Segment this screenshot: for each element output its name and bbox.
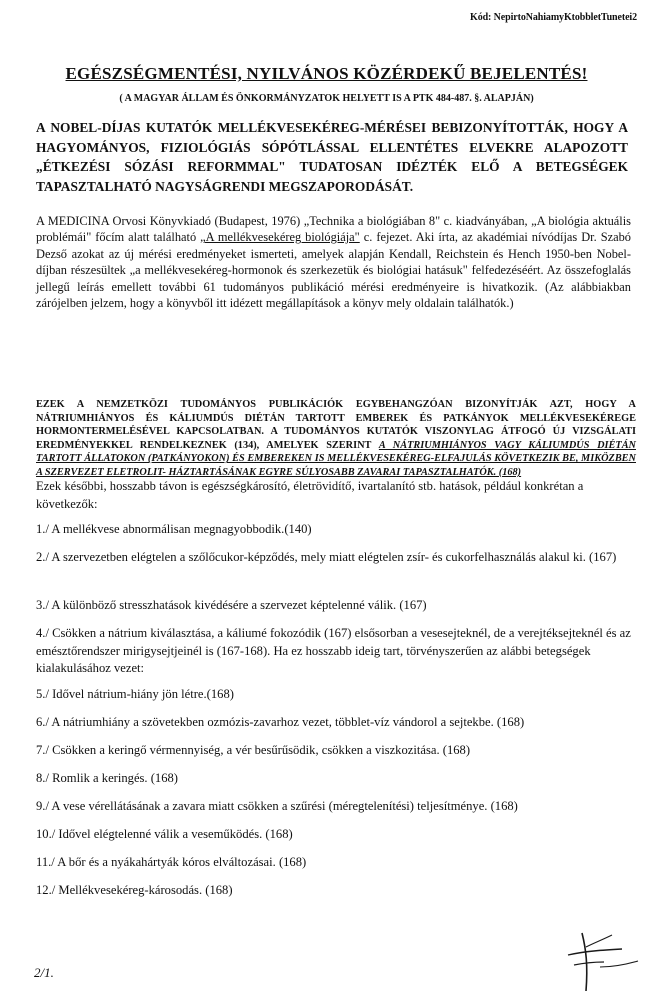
- findings-statement-text: EZEK A NEMZETKÖZI TUDOMÁNYOS PUBLIKÁCIÓK EGYBEHANGZÓAN BIZONYÍTJÁK AZT, HOGY A NÁTRIUMHIÁNYOS ÉS KÁLIUMDÚS DIÉTÁN TARTOTT EMBEREK ÉS PATKÁNYOK MELLÉKVESEKÉREGE HORMONTERMELÉSÉVEL KAPCSOLATBAN. A TUDOMÁNYOS KUTATÓK VISZONYLAG ÁTFOGÓ ÚJ VIZSGÁLATI EREDMÉNYEKKEL RENDELKEZNEK (134), AMELYEK SZERINT: [36, 399, 636, 451]
- findings-statement-emphasis: A NÁTRIUMHIÁNYOS VAGY KÁLIUMDÚS DIÉTÁN TARTOTT ÁLLATOKON (PATKÁNYOKON) ÉS EMBEREKEN IS MELLÉKVESEKÉREG-ELFAJULÁS KÖVETKEZIK BE, MIKÖZBEN A SZERVEZET ELETROLIT- HÁZTARTÁSÁNAK EGYRE SÚLYOSABB ZAVARAI TAPASZTALHATÓK. (168): [36, 439, 636, 478]
- effects-lead: Ezek későbbi, hosszabb távon is egészségkárosító, életrövidítő, ivartalanító stb. hatások, például konkrétan a következők:: [36, 479, 584, 511]
- page-number: 2/1.: [34, 965, 54, 980]
- chapter-title-underlined: „A mellékvesekéreg biológiája": [200, 230, 360, 245]
- effect-item-7: 7./ Csökken a keringő vérmennyiség, a vér besűrűsödik, csökken a viszkozitása. (168): [36, 743, 471, 757]
- effect-item-2: 2./ A szervezetben elégtelen a szőlőcukor-képződés, mely miatt elégtelen zsír- és cukorfelhasználás alakul ki. (167): [36, 550, 617, 564]
- findings-statement: [36, 398, 636, 480]
- effect-item-11: 11./ A bőr és a nyákahártyák kóros elváltozásai. (168): [36, 855, 307, 869]
- intro-paragraph: A NOBEL-DÍJAS KUTATÓK MELLÉKVESEKÉREG-MÉRÉSEI BEBIZONYÍTOTTÁK, HOGY A HAGYOMÁNYOS, FIZIOLÓGIÁS SÓPÓTLÁSSAL ELLENTÉTES ELVEKRE ALAPOZOTT „ÉTKEZÉSI SÓZÁSI REFORMMAL" TUDATOSAN IDÉZTÉK ELŐ A BETEGSÉGEK TAPASZTALHATÓ NAGYSÁGRENDI MEGSZAPORODÁSÁT.: [36, 120, 628, 194]
- effect-item-1: 1./ A mellékvese abnormálisan megnagyobbodik.(140): [36, 522, 312, 536]
- effect-item-9: 9./ A vese vérellátásának a zavara miatt csökken a szűrési (méregtelenítési) teljesítménye. (168): [36, 799, 518, 813]
- handwritten-signature: [560, 925, 640, 995]
- document-code: Kód: NepirtoNahiamyKtobbletTunetei2: [470, 12, 637, 23]
- effect-item-12: 12./ Mellékvesekéreg-károsodás. (168): [36, 883, 233, 897]
- document-title: EGÉSZSÉGMENTÉSI, NYILVÁNOS KÖZÉRDEKŰ BEJELENTÉS!: [65, 64, 588, 83]
- document-subtitle: ( A MAGYAR ÁLLAM ÉS ÖNKORMÁNYZATOK HELYETT IS A PTK 484-487. §. ALAPJÁN): [119, 93, 534, 104]
- effect-item-10: 10./ Idővel elégtelenné válik a veseműködés. (168): [36, 827, 293, 841]
- source-paragraph: [36, 213, 631, 311]
- effect-item-5: 5./ Idővel nátrium-hiány jön létre.(168): [36, 687, 234, 701]
- source-paragraph-text-continued: c. fejezet. Aki írta, az akadémiai nívódíjas Dr. Szabó Dezső azokat az új mérési eredményeket ismerteti, amelyek alapján Kendall, Reichstein és Hench 1950-ben Nobel-díjban részesültek „a mellékvesekéreg-hormonok és szerkezetük és biológiai hatásuk" felfedezéséért. Az összefoglalás jellegű leírás emellett további 61 tudományos publikáció mérési eredményeire is hivatkozik. (Az alábbiakban zárójelben jelzem, hogy a könyvből itt idézett megállapítások a könyv mely oldalain találhatók.): [36, 230, 631, 311]
- source-paragraph-text: A MEDICINA Orvosi Könyvkiadó (Budapest, 1976) „Technika a biológiában 8" c. kiadványában, „A biológia aktuális problémái" főcím alatt található: [36, 214, 631, 245]
- effect-item-8: 8./ Romlik a keringés. (168): [36, 771, 179, 785]
- effect-item-3: 3./ A különböző stresszhatások kivédésére a szervezet képtelenné válik. (167): [36, 598, 427, 612]
- effect-item-4: 4./ Csökken a nátrium kiválasztása, a káliumé fokozódik (167) elsősorban a vesesejteknél, de a verejtéksejteknél és az emésztőrendszer mirigysejtjeinél is (167-168). Ha ez hosszabb ideig tart, törvényszerűen az alábbi betegségek kialakulásához vezet:: [36, 626, 631, 675]
- effect-item-6: 6./ A nátriumhiány a szövetekben ozmózis-zavarhoz vezet, többlet-víz vándorol a sejtekbe. (168): [36, 715, 525, 729]
